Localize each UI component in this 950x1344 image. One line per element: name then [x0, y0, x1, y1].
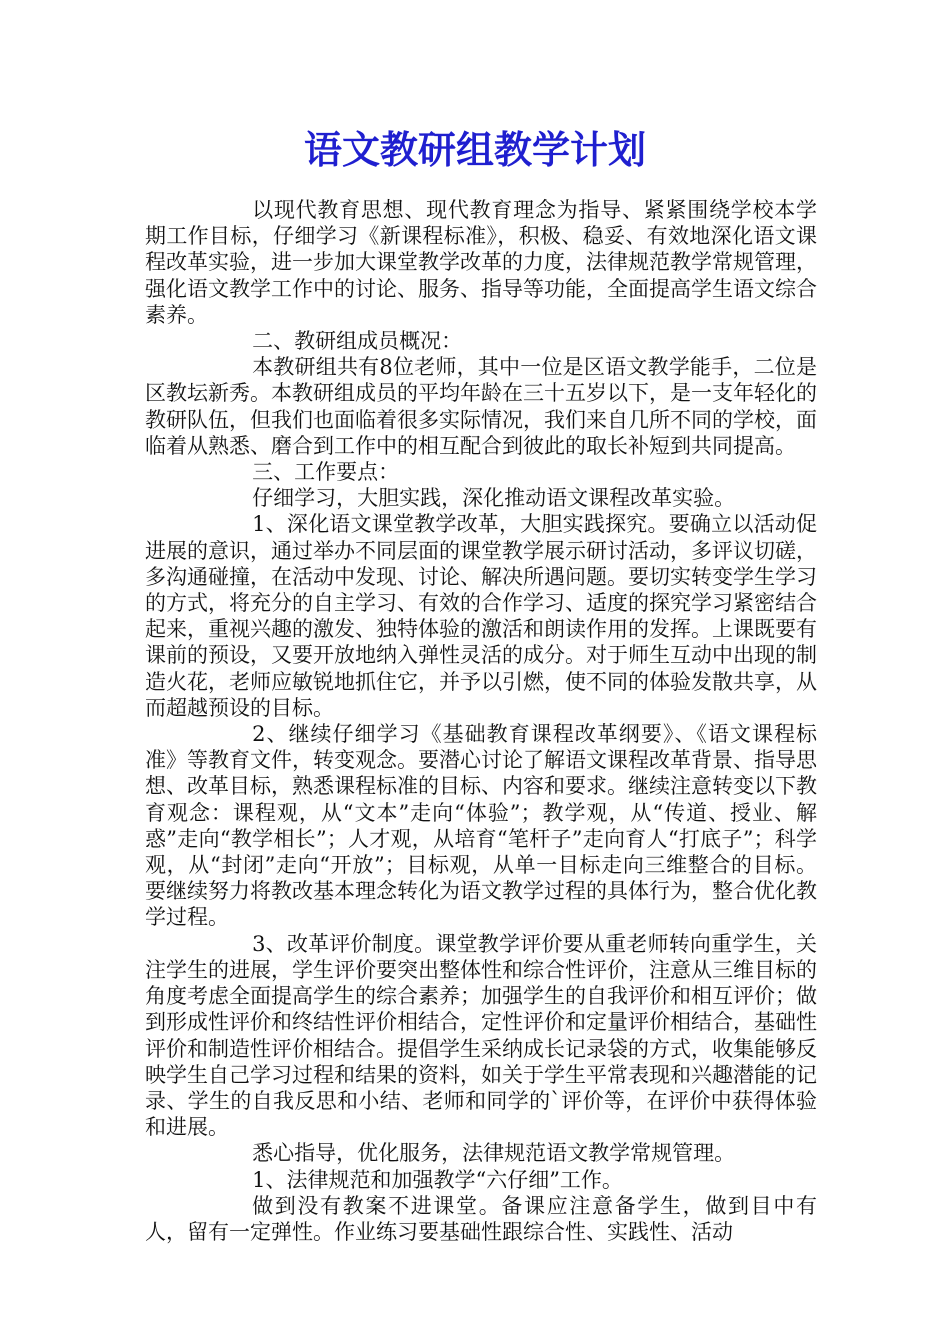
paragraph-item-1: 1、深化语文课堂教学改革，大胆实践探究。要确立以活动促进展的意识，通过举办不同层面的课堂教学展示研讨活动，多评议切磋，多沟通碰撞，在活动中发现、讨论、解决所遇问题。要切实转变学生学习的方式，将充分的自主学习、有效的合作学习、适度的探究学习紧密结合起来，重视兴趣的激发、独特体验的激活和朗读作用的发挥。上课既要有课前的预设，又要开放地纳入弹性灵活的成分。对于师生互动中出现的制造火花，老师应敏锐地抓住它，并予以引燃，使不同的体验发散共享，从而超越预设的目标。 [145, 512, 817, 720]
paragraph-six-careful: 1、法律规范和加强教学“六仔细”工作。 [252, 1167, 623, 1192]
paragraph-lesson-plan: 做到没有教案不进课堂。备课应注意备学生，做到目中有人，留有一定弹性。作业练习要基础性跟综合性、实践性、活动 [145, 1193, 817, 1244]
document-body [145, 197, 817, 1245]
paragraph-members: 本教研组共有8位老师，其中一位是区语文教学能手，二位是区教坛新秀。本教研组成员的平均年龄在三十五岁以下，是一支年轻化的教研队伍，但我们也面临着很多实际情况，我们来自几所不同的学校，面临着从熟悉、磨合到工作中的相互配合到彼此的取长补短到共同提高。 [145, 355, 817, 458]
paragraph-study-practice: 仔细学习，大胆实践，深化推动语文课程改革实验。 [252, 486, 736, 511]
paragraph-item-2: 2、继续仔细学习《基础教育课程改革纲要》、《语文课程标准》等教育文件，转变观念。要潜心讨论了解语文课程改革背景、指导思想、改革目标，熟悉课程标准的目标、内容和要求。继续注意转变以下教育观念：课程观，从“文本”走向“体验”；教学观，从“传道、授业、解惑”走向“教学相长”；人才观，从培育“笔杆子”走向育人“打底子”；科学观，从“封闭”走向“开放”；目标观，从单一目标走向三维整合的目标。要继续努力将教改基本理念转化为语文教学过程的具体行为，整合优化教学过程。 [145, 722, 817, 930]
paragraph-intro: 以现代教育思想、现代教育理念为指导、紧紧围绕学校本学期工作目标，仔细学习《新课程标准》，积极、稳妥、有效地深化语文课程改革实验，进一步加大课堂教学改革的力度，法律规范教学常规管理，强化语文教学工作中的讨论、服务、指导等功能，全面提高学生语文综合素养。 [145, 198, 817, 327]
section-heading-key-points: 三、工作要点： [252, 460, 400, 485]
paragraph-guidance: 悉心指导，优化服务，法律规范语文教学常规管理。 [252, 1141, 736, 1166]
paragraph-item-3: 3、改革评价制度。课堂教学评价要从重老师转向重学生，关注学生的进展，学生评价要突出整体性和综合性评价，注意从三维目标的角度考虑全面提高学生的综合素养；加强学生的自我评价和相互评价；做到形成性评价和终结性评价相结合，定性评价和定量评价相结合，基础性评价和制造性评价相结合。提倡学生采纳成长记录袋的方式，收集能够反映学生自己学习过程和结果的资料，如关于学生平常表现和兴趣潜能的记录、学生的自我反思和小结、老师和同学的`评价等，在评价中获得体验和进展。 [145, 931, 817, 1140]
document-title: 语文教研组教学计划 [303, 127, 646, 172]
section-heading-members: 二、教研组成员概况： [252, 329, 463, 354]
